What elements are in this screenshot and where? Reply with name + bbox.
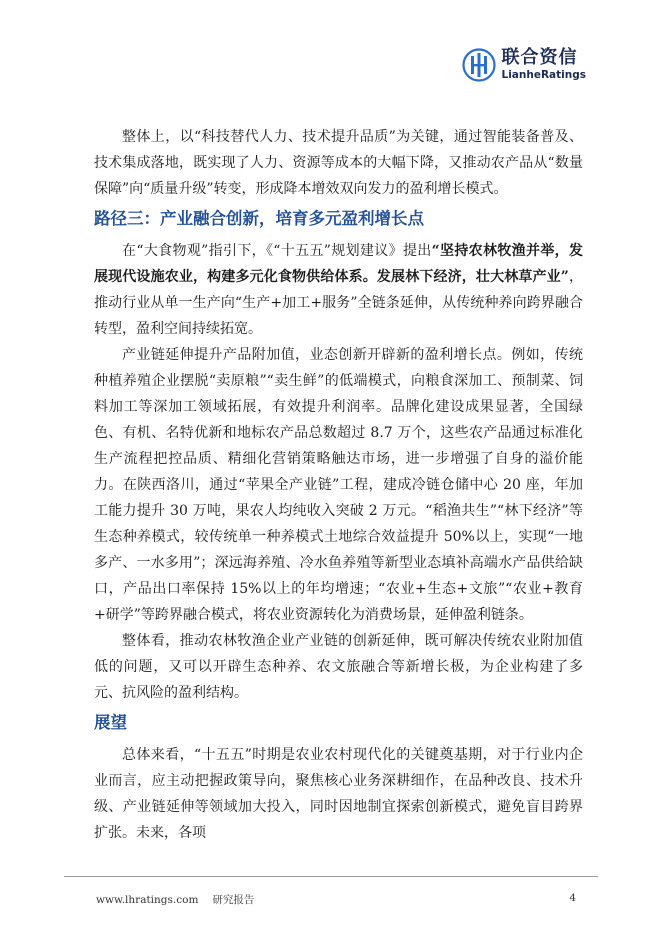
bold-policy-quote: “坚持农林牧渔并举，发展现代设施农业，构建多元化食物供给体系。发展林下经济，壮大林草产业” [94,243,583,285]
page-number: 4 [569,892,576,904]
paragraph-overall-view: 整体看，推动农林牧渔企业产业链的创新延伸，既可解决传统农业附加值低的问题，又可以开辟生态种养、农文旅融合等新增长极，为企业构建了多元、抗风险的盈利结构。 [94,633,583,701]
lianhe-logo-icon [462,48,496,82]
paragraph-summary-tech: 整体上，以“科技替代人力、技术提升品质”为关键，通过智能装备普及、技术集成落地，既实现了人力、资源等成本的大幅下降，又推动农产品从“数量保障”向“质量升级”转变，形成降本增效双向发力的盈利增长模式。 [94,129,583,197]
heading-route-three: 路径三：产业融合创新，培育多元盈利增长点 [94,209,424,228]
header-logo [462,48,586,82]
logo-english-name: LianheRatings [501,69,586,82]
report-body [94,124,583,846]
footer-website-link[interactable]: www.lhratings.com [96,894,199,906]
logo-chinese-name: 联合资信 [501,47,578,69]
paragraph-outlook: 总体来看，“十五五”时期是农业农村现代化的关键奠基期，对于行业内企业而言，应主动把握政策导向，聚焦核心业务深耕细作，在品种改良、技术升级、产业链延伸等领域加大投入，同时因地制宜探索创新模式，避免盲目跨界扩张。未来，各项 [94,747,583,841]
paragraph-text: 在“大食物观”指引下，《“十五五”规划建议》提出 [122,243,432,259]
paragraph-big-food-view [94,238,583,342]
paragraph-industry-chain: 产业链延伸提升产品附加值，业态创新开辟新的盈利增长点。例如，传统种植养殖企业摆脱“卖原粮”“卖生鲜”的低端模式，向粮食深加工、预制菜、饲料加工等深加工领域拓展，有效提升利润率。品牌化建设成果显著，全国绿色、有机、名特优新和地标农产品总数超过 8.7 万个，这些农产品通过标准化生产流程把控品质、精细化营销策略触达市场，进一步增强了自身的溢价能力。在陕西洛川，通过“苹果全产业链”工程，建成冷链仓储中心 20 座，年加工能力提升 30 万吨，果农人均纯收入突破 2 万元。“稻渔共生”“林下经济”等生态种养模式，较传统单一种养模式土地综合效益提升 50%以上，实现“一地多产、一水多用”；深远海养殖、冷水鱼养殖等新型业态填补高端水产品供给缺口，产品出口率保持 15%以上的年均增速；“农业+生态+文旅”“农业+教育+研学”等跨界融合模式，将农业资源转化为消费场景，延伸盈利链条。 [94,347,583,623]
footer-left [96,892,254,907]
paragraph-text: ，推动行业从单一生产向“生产+加工+服务”全链条延伸，从传统种养向跨界融合转型，盈利空间持续拓宽。 [94,269,583,337]
footer-divider [64,876,598,877]
heading-outlook: 展望 [94,713,127,732]
footer-report-label: 研究报告 [212,894,255,906]
